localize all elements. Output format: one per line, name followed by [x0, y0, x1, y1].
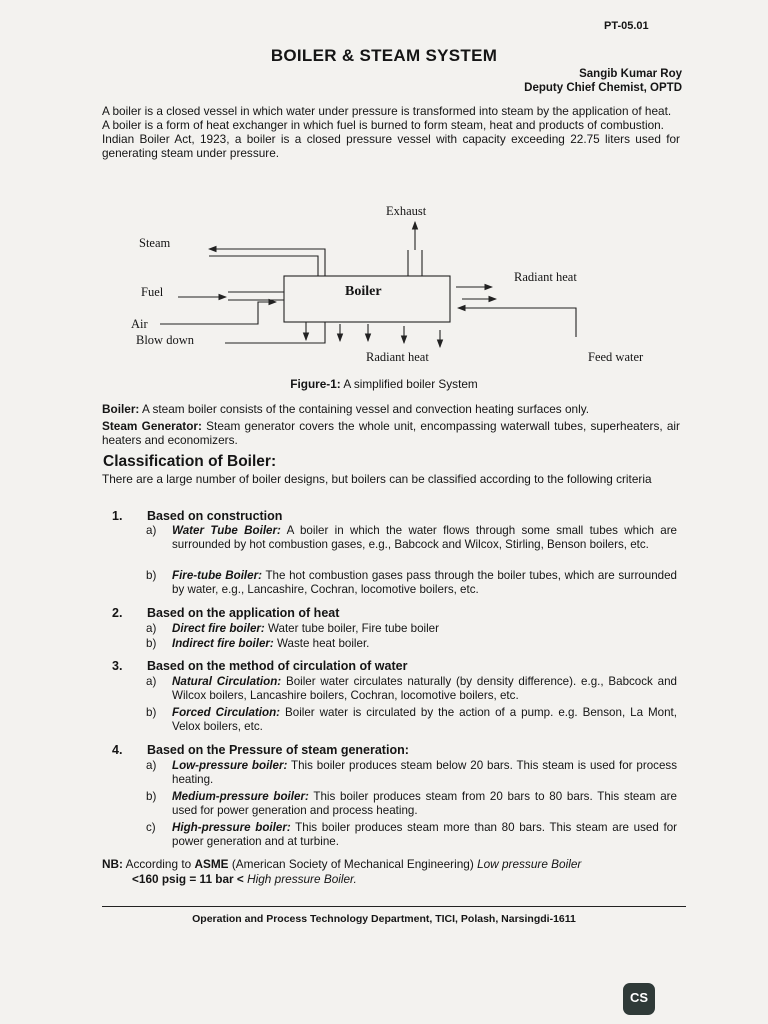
- feed-water-line: [458, 308, 576, 337]
- list-subitem: b) Forced Circulation: Boiler water is circulated by the action of a pump. e.g. Benson, La Mont, Velox boilers, etc.: [146, 706, 677, 733]
- list-number: 1.: [112, 509, 123, 523]
- figure-caption: [0, 377, 768, 391]
- label-blow-down: Blow down: [136, 333, 194, 347]
- label-radiant-heat-right: Radiant heat: [514, 270, 577, 284]
- list-subitem: a) Direct fire boiler: Water tube boiler, Fire tube boiler: [146, 622, 439, 635]
- list-number: 4.: [112, 743, 123, 757]
- camscanner-logo-icon: CS: [623, 983, 655, 1015]
- document-code: PT-05.01: [604, 20, 649, 32]
- list-subitem: a) Natural Circulation: Boiler water circulates naturally (by density difference). e.g., Babcock and Wilcox boilers, Lancashire boilers, Cochran, locomotive boilers, etc.: [146, 675, 677, 702]
- air-line: [160, 302, 276, 324]
- footer-text: Operation and Process Technology Department, TICI, Polash, Narsingdi-1611: [192, 913, 576, 925]
- list-heading: Based on the Pressure of steam generation:: [147, 743, 409, 757]
- label-fuel: Fuel: [141, 285, 164, 299]
- list-heading: Based on the application of heat: [147, 606, 340, 620]
- list-number: 2.: [112, 606, 123, 620]
- definitions: [102, 402, 680, 447]
- list-heading: Based on construction: [147, 509, 283, 523]
- list-heading: Based on the method of circulation of water: [147, 659, 408, 673]
- label-steam: Steam: [139, 236, 171, 250]
- intro-paragraph: Indian Boiler Act, 1923, a boiler is a closed pressure vessel with capacity exceeding 22.75 liters used for generating steam under pressure.: [102, 132, 680, 160]
- steam-pipe: [209, 256, 318, 276]
- footer-divider: [102, 906, 686, 907]
- list-subitem: b) Indirect fire boiler: Waste heat boiler.: [146, 637, 370, 650]
- list-subitem: b) Fire-tube Boiler: The hot combustion gases pass through the boiler tubes, which are surrounded by water, e.g., Lancashire, Cochran, locomotive boilers, etc.: [146, 569, 677, 596]
- list-subitem: a) Low-pressure boiler: This boiler produces steam below 20 bars. This steam is used for process heating.: [146, 759, 678, 786]
- caption-text: A simplified boiler System: [340, 377, 478, 391]
- definition-boiler: Boiler: A steam boiler consists of the containing vessel and convection heating surfaces only.: [102, 402, 590, 416]
- nb-note: NB: According to ASME (American Society of Mechanical Engineering) Low pressure Boiler <160 psig = 11 bar < High pressure Boiler.: [102, 857, 582, 886]
- author-designation: Deputy Chief Chemist, OPTD: [524, 82, 682, 94]
- author-name: Sangib Kumar Roy: [579, 68, 682, 80]
- list-subitem: b) Medium-pressure boiler: This boiler produces steam from 20 bars to 80 bars. This steam are used for power generation and process heating.: [146, 790, 677, 817]
- boiler-diagram: [0, 0, 768, 380]
- caption-label: Figure-1:: [290, 377, 341, 391]
- label-feed-water: Feed water: [588, 350, 644, 364]
- label-air: Air: [131, 317, 148, 331]
- label-radiant-heat-bottom: Radiant heat: [366, 350, 429, 364]
- list-subitem: a) Water Tube Boiler: A boiler in which the water flows through some small tubes which are surrounded by hot combustion gases, e.g., Babcock and Wilcox, Stirling, Benson boilers, etc.: [146, 524, 677, 551]
- classification-intro: There are a large number of boiler designs, but boilers can be classified according to the following criteria: [102, 472, 652, 486]
- label-boiler: Boiler: [345, 284, 382, 299]
- page-title: BOILER & STEAM SYSTEM: [270, 46, 498, 65]
- intro-paragraph: A boiler is a form of heat exchanger in which fuel is burned to form steam, heat and products of combustion.: [102, 118, 664, 132]
- list-subitem: c) High-pressure boiler: This boiler produces steam more than 80 bars. This steam are used for power generation and at turbine.: [146, 821, 678, 848]
- label-exhaust: Exhaust: [386, 204, 427, 218]
- classification-heading: Classification of Boiler:: [103, 453, 277, 470]
- intro-paragraph: A boiler is a closed vessel in which water under pressure is transformed into steam by the application of heat.: [102, 104, 672, 118]
- list-number: 3.: [112, 659, 123, 673]
- blow-down-line: [225, 322, 325, 343]
- definition-steam-generator: Steam Generator: Steam generator covers the whole unit, encompassing waterwall tubes, superheaters, air heaters and economizers.: [102, 419, 680, 447]
